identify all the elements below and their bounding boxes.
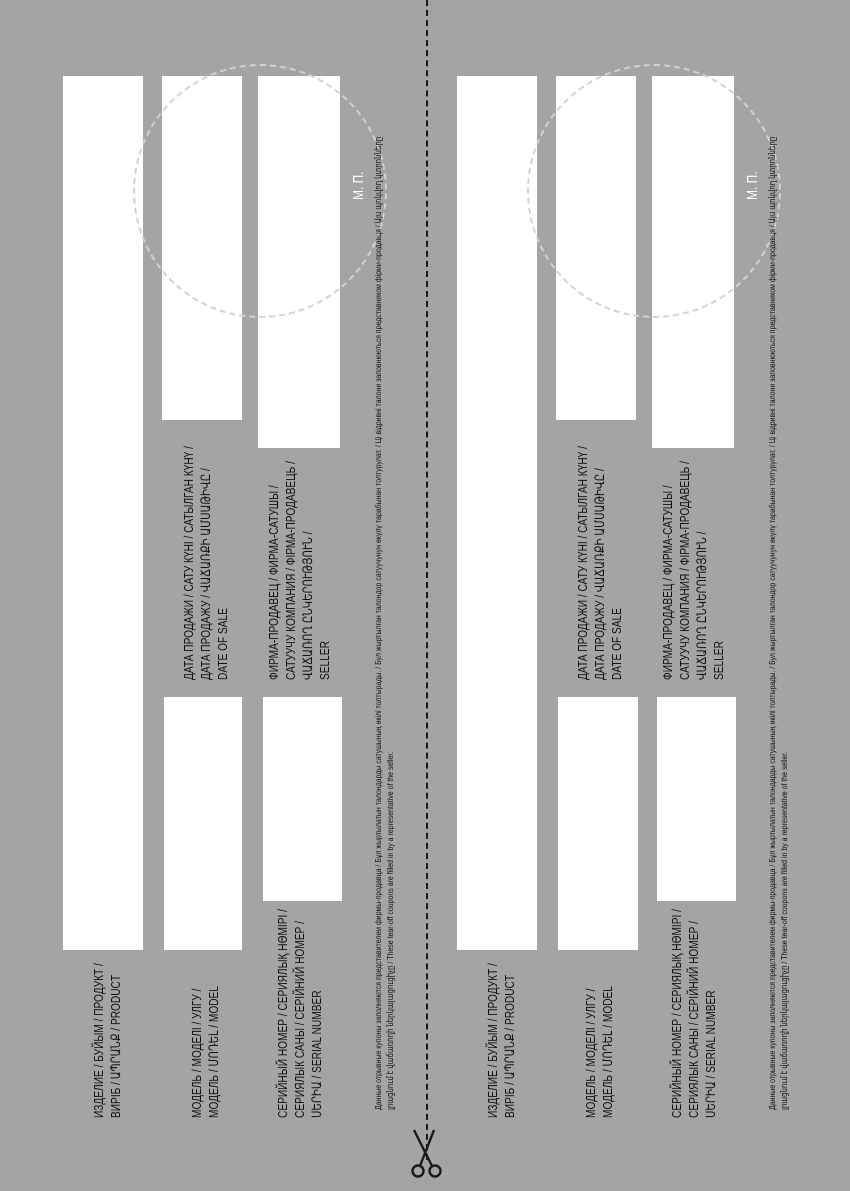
- tear-off-cut-line: [426, 0, 428, 1160]
- coupon-note: Данные отрывные купоны заполняются представителем фирмы-продавца / Бұл жыртылатын талондарды сатушының өкілі толтырады. / Бул жыртылган талондор сатуучунун өкүлү тарабынан толтурулат. / Ці відривні талони заповнюються представником фірми-продавця / Այս պոկվող կտրոնները լրացնում է վաճառողի ներկայացուցիչը / These tear-off coupons are filled in by a representative of the seller.: [767, 136, 789, 1110]
- serial-number-field[interactable]: [263, 697, 342, 901]
- product-label: ИЗДЕЛИЕ / БУЙЫМ / ПРОДУКТ / ВИРІБ / ԱՊՐԱՆՔ / PRODUCT: [485, 963, 517, 1118]
- scissors-icon: [408, 1128, 444, 1180]
- date-of-sale-label: ДАТА ПРОДАЖИ / САТУ КҮНІ / САТЫЛГАН КҮНҮ / ДАТА ПРОДАЖУ / ՎԱՃԱՌՔԻ ԱՄՍԱԹԻՎԸ / DATE OF SALE: [575, 446, 624, 680]
- serial-number-label: СЕРИЙНЫЙ НОМЕР / СЕРИЯЛЫҚ НӨМІРІ / СЕРИЯЛЫК САНЫ / СЕРІЙНИЙ НОМЕР / ՍԵՐԻԱ / SERIAL NUMBER: [275, 909, 324, 1118]
- model-label: МОДЕЛЬ / МОДЕЛІ / УЛГУ / МОДЕЛЬ / ՄՈԴԵԼ / MODEL: [583, 986, 615, 1118]
- seller-label: ФИРМА-ПРОДАВЕЦ / ФИРМА-САТУШЫ / САТУУЧУ КОМПАНИЯ / ФІРМА-ПРОДАВЕЦЬ / ՎԱՃԱՌՈՂ ԸՆԿԵՐՈՒԹՅՈՒՆ / SELLER: [660, 461, 726, 680]
- model-label: МОДЕЛЬ / МОДЕЛІ / УЛГУ / МОДЕЛЬ / ՄՈԴԵԼ / MODEL: [189, 986, 221, 1118]
- product-field[interactable]: [457, 76, 537, 950]
- product-label: ИЗДЕЛИЕ / БУЙЫМ / ПРОДУКТ / ВИРІБ / ԱՊՐԱՆՔ / PRODUCT: [91, 963, 123, 1118]
- stamp-label: М. П.: [350, 171, 367, 200]
- serial-number-label: СЕРИЙНЫЙ НОМЕР / СЕРИЯЛЫҚ НӨМІРІ / СЕРИЯЛЫК САНЫ / СЕРІЙНИЙ НОМЕР / ՍԵՐԻԱ / SERIAL NUMBER: [669, 909, 718, 1118]
- serial-number-field[interactable]: [657, 697, 736, 901]
- seller-label: ФИРМА-ПРОДАВЕЦ / ФИРМА-САТУШЫ / САТУУЧУ КОМПАНИЯ / ФІРМА-ПРОДАВЕЦЬ / ՎԱՃԱՌՈՂ ԸՆԿԵՐՈՒԹՅՈՒՆ / SELLER: [266, 461, 332, 680]
- model-field[interactable]: [164, 697, 242, 950]
- coupon-note: Данные отрывные купоны заполняются представителем фирмы-продавца / Бұл жыртылатын талондарды сатушының өкілі толтырады. / Бул жыртылган талондор сатуучунун өкүлү тарабынан толтурулат. / Ці відривні талони заповнюються представником фірми-продавця / Այս պոկվող կտրոնները լրացնում է վաճառողի ներկայացուցիչը / These tear-off coupons are filled in by a representative of the seller.: [373, 136, 395, 1110]
- stamp-label: М. П.: [744, 171, 761, 200]
- stamp-area-circle: [527, 64, 781, 318]
- product-field[interactable]: [63, 76, 143, 950]
- stamp-area-circle: [133, 64, 387, 318]
- date-of-sale-label: ДАТА ПРОДАЖИ / САТУ КҮНІ / САТЫЛГАН КҮНҮ / ДАТА ПРОДАЖУ / ՎԱՃԱՌՔԻ ԱՄՍԱԹԻՎԸ / DATE OF SALE: [181, 446, 230, 680]
- model-field[interactable]: [558, 697, 638, 950]
